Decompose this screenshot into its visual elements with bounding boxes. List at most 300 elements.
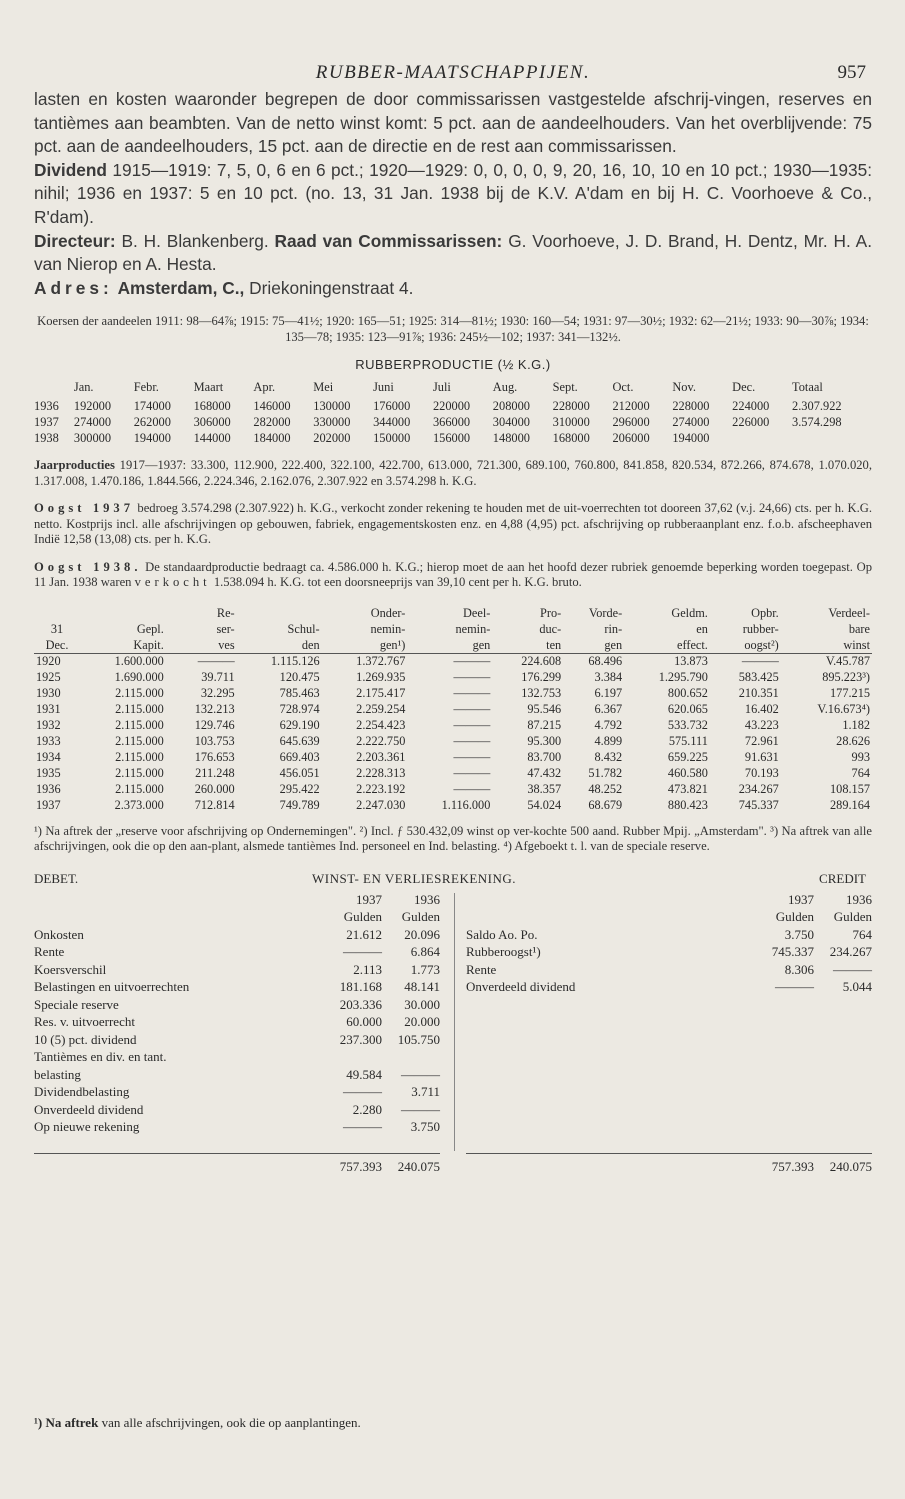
credit-blank [814,1013,872,1031]
financial-row [34,734,872,750]
debet-table [34,891,440,1176]
production-col-header: Maart [193,379,224,394]
financial-header-line: duc- [539,621,562,636]
debet-label: Speciale reserve [34,996,119,1012]
financial-cell: 1934 [36,750,61,765]
credit-blank [466,908,756,926]
credit-blank [814,1136,872,1154]
footnote2-label: ¹) Na aftrek [34,1415,99,1430]
production-cell: 148000 [492,430,530,445]
production-col-header: Febr. [133,379,159,394]
financial-cell: 749.789 [279,798,320,813]
adres-city: Amsterdam, C., [117,277,245,298]
debet-value-1936 [382,1048,440,1066]
financial-header-line: Deel- [463,605,491,620]
financial-cell: 1936 [36,782,61,797]
debet-blank [34,1154,324,1176]
financial-col-header [166,605,237,654]
financial-cell: 43.223 [744,718,779,733]
financial-cell: 177.215 [830,686,870,701]
production-row [34,398,872,414]
production-col-header: Juni [373,379,394,394]
production-cell: 150000 [373,430,411,445]
production-cell: 208000 [492,398,530,413]
directeur-text: B. H. Blankenberg. [121,230,269,251]
credit-blank [756,1048,814,1066]
debet-value-1937: 237.300 [339,1031,382,1047]
debet-value-1936: 6.864 [410,944,440,960]
debet-unit: Gulden [343,909,382,925]
financial-cell: 2.228.313 [356,766,406,781]
production-cell: 330000 [313,414,351,429]
production-heading: RUBBERPRODUCTIE (½ K.G.) [355,357,551,373]
financial-body [34,653,872,814]
credit-label: Rente [466,961,497,977]
production-cell: 168000 [193,398,231,413]
production-col-header: Dec. [732,379,756,394]
account-title: WINST- EN VERLIESREKENING. [312,870,517,886]
financial-cell: 120.475 [279,670,320,685]
production-cell: 220000 [432,398,471,413]
financial-cell: 132.753 [521,686,562,701]
credit-spacer-row [466,1066,872,1084]
financial-cell: 2.247.030 [356,798,406,813]
oogst-1938-text2: 1.538.094 h. K.G. tot een doorsneeprijs van 39,10 cent per h. K.G. bruto. [213,575,582,590]
financial-cell: 659.225 [667,750,708,765]
financial-row [34,782,872,798]
financial-col-header [710,605,781,654]
credit-year: 1937 [788,891,814,907]
debet-blank [382,1136,440,1154]
production-cell: 1936 [34,398,59,413]
credit-blank [756,1136,814,1154]
financial-cell: 669.403 [279,750,320,765]
financial-header-line: nemin- [370,621,406,636]
financial-cell: 211.248 [195,766,235,781]
financial-header-line: bare [848,621,870,636]
production-cell: 144000 [193,430,231,445]
credit-total-row [466,1154,872,1176]
credit-unit-row [466,908,872,926]
production-cell: 262000 [133,414,171,429]
adres-street: Driekoningenstraat 4. [249,277,414,298]
financial-table [34,605,872,814]
credit-blank [466,1031,756,1049]
debet-body [34,891,440,1176]
oogst-1937-label: Oogst 1937 [34,501,135,516]
debet-title: DEBET. [34,870,79,886]
production-cell: 274000 [73,414,112,429]
oogst-1937-text: bedroeg 3.574.298 (2.307.922) h. K.G., verkocht zonder rekening te houden met de uit-voerrechten tot dooreen 37,62 (v.j. 24,66) cts. per h. K.G. netto. Kostprijs incl. alle afschrijvingen op gebouwen, fabriek, engagementskosten enz. en 4,88 (4,95) pct. afschrijving op rubberaanplant enz. f.o.b. afscheephaven Indië 12,58 (13,08) cts. per h. K.G. [34,501,873,547]
financial-cell: 1935 [36,766,61,781]
financial-cell: V.16.673⁴) [817,702,870,717]
production-cell: 366000 [432,414,471,429]
financial-cell: 103.753 [194,734,235,749]
production-cell: 226000 [732,414,770,429]
financial-cell: 2.115.000 [115,734,164,749]
financial-cell: 28.626 [836,734,870,749]
debet-row [34,961,440,979]
credit-gap-row [466,1136,872,1154]
financial-cell: 91.631 [744,750,779,765]
financial-cell: 745.337 [738,798,779,813]
debet-value-1936: 20.096 [404,926,440,942]
production-col-header: Totaal [792,379,823,394]
financial-cell: 6.367 [594,702,623,717]
financial-header-line [82,605,164,621]
financial-cell: 1.115.126 [270,654,320,669]
credit-blank [814,1066,872,1084]
production-cell: 174000 [133,398,171,413]
debet-row [34,1048,440,1066]
financial-cell: 68.679 [588,798,623,813]
profit-loss-account [34,871,872,1181]
debet-blank [34,1136,324,1154]
production-cell: 224000 [732,398,770,413]
financial-cell: 2.259.254 [356,702,406,717]
debet-label: Res. v. uitvoerrecht [34,1014,135,1030]
production-cell: 274000 [672,414,710,429]
financial-cell: 456.051 [279,766,320,781]
financial-row [34,686,872,702]
financial-cell: 1.269.935 [356,670,406,685]
harvest-1938 [34,560,872,591]
debet-value-1937: 2.113 [353,961,382,977]
financial-cell: 13.873 [674,654,708,669]
production-cell: 176000 [373,398,411,413]
debet-value-1937: 181.168 [339,979,382,995]
debet-label: belasting [34,1066,81,1082]
oogst-1938-label: Oogst 1938. [34,559,142,574]
production-col-header: Sept. [552,379,578,394]
production-cell: 168000 [552,430,590,445]
financial-cell: 32.295 [200,686,235,701]
credit-blank [756,1118,814,1136]
debet-row [34,1013,440,1031]
debet-total-1936: 240.075 [382,1154,440,1176]
production-cell: 194000 [133,430,171,445]
financial-col-header [781,605,872,654]
production-col-header: Mei [313,379,334,394]
financial-cell: 895.223³) [822,670,870,685]
financial-cell: 260.000 [194,782,235,797]
debet-year-row [34,891,440,909]
jaarproducties-text: 1917—1937: 33.300, 112.900, 222.400, 322.100, 422.700, 613.000, 721.300, 689.100, 760.800, 841.858, 820.534, 872.266, 874.678, 1.070.020, 1.317.008, 1.470.186, 1.844.566, 2.224.346, 2.162.076, 2.307.922 en 3.574.298 h. K.G. [34,458,872,488]
production-col-header: Jan. [73,379,94,394]
production-cell: 2.307.922 [792,398,842,413]
production-row [34,430,872,446]
financial-cell: 1.690.000 [114,670,164,685]
financial-cell: 2.115.000 [115,702,164,717]
debet-row [34,1101,440,1119]
debet-row [34,978,440,996]
debet-gap-row [34,1136,440,1154]
financial-cell: ——— [741,654,779,669]
credit-row [466,978,872,996]
financial-header-line [239,605,320,621]
production-col-header: Juli [432,379,451,394]
credit-row [466,961,872,979]
financial-row [34,750,872,766]
production-cell: 310000 [552,414,590,429]
intro-paragraph: lasten en kosten waaronder begrepen de door commissarissen vastgestelde afschrij-vingen, reserves en tantièmes aan beambten. Van de netto winst komt: 5 pct. aan de aandeelhouders. Van het overblijvende: 75 pct. aan de aandeelhouders, 15 pct. aan de directie en de rest aan commissarissen. [34,89,872,157]
financial-cell: 210.351 [738,686,779,701]
financial-col-header [492,605,563,654]
production-cell: 1938 [34,430,59,445]
credit-value-1937: 745.337 [771,944,814,960]
financial-cell: 39.711 [201,670,235,685]
financial-cell: 38.357 [527,782,562,797]
debet-label: Onverdeeld dividend [34,1101,144,1117]
financial-cell: 629.190 [279,718,320,733]
financial-cell: 2.222.750 [356,734,406,749]
debet-label: Op nieuwe rekening [34,1119,140,1135]
dividend-paragraph [34,159,872,230]
financial-cell: 1931 [36,702,61,717]
credit-blank [466,1154,756,1176]
credit-blank [756,1066,814,1084]
credit-blank [466,1048,756,1066]
credit-blank [466,1118,756,1136]
financial-cell: 224.608 [521,654,562,669]
debet-value-1937: 60.000 [346,1014,382,1030]
production-header-row [34,376,872,398]
debet-year: 1936 [414,891,440,907]
account-footnote [34,1415,361,1431]
debet-value-1936: 105.750 [397,1031,440,1047]
financial-cell: 785.463 [279,686,320,701]
financial-header-line: Kapit. [133,637,164,652]
credit-side [466,891,872,1176]
production-cell: 344000 [373,414,411,429]
financial-cell: 6.197 [594,686,623,701]
credit-value-1936: 764 [852,926,872,942]
financial-cell: 2.223.192 [356,782,406,797]
share-prices: Koersen der aandeelen 1911: 98—64⅞; 1915: 75—41½; 1920: 165—51; 1925: 314—81½; 1930: 160—54; 1931: 97—30½; 1932: 62—21½; 1933: 90—30⅞; 1934: 135—78; 1935: 123—91⅞; 1936: 245½—102; 1937: 341—132½. [37,314,869,344]
credit-blank [756,1031,814,1049]
debet-value-1936: 1.773 [410,961,440,977]
financial-cell: 1932 [36,718,61,733]
financial-cell: 72.961 [744,734,779,749]
financial-header-line: ves [218,637,235,652]
credit-blank [756,996,814,1014]
financial-cell: 87.215 [527,718,562,733]
financial-cell: 2.115.000 [115,686,164,701]
credit-unit: Gulden [833,909,872,925]
credit-unit: Gulden [775,909,814,925]
credit-label: Onverdeeld dividend [466,979,576,995]
directeur-label: Directeur: [34,230,116,251]
financial-row [34,718,872,734]
credit-blank [814,1083,872,1101]
financial-col-header [624,605,710,654]
production-row [34,414,872,430]
debet-total-1937: 757.393 [324,1154,382,1176]
financial-header-line: Vorde- [588,605,623,620]
production-cell: 212000 [612,398,650,413]
credit-value-1937: 3.750 [784,926,814,942]
financial-col-header [563,605,624,654]
financial-cell: ——— [453,766,491,781]
production-col-header: Aug. [492,379,518,394]
financial-cell: ——— [453,670,491,685]
financial-cell: 1925 [36,670,61,685]
financial-cell: 3.384 [594,670,623,685]
financial-cell: 575.111 [668,734,708,749]
financial-cell: 993 [851,750,870,765]
financial-header-line: ser- [216,621,235,636]
financial-cell: 234.267 [738,782,779,797]
debet-value-1936: 20.000 [404,1014,440,1030]
financial-header-line: winst [843,637,870,652]
debet-total-row [34,1154,440,1176]
verkocht-word: verkocht [134,575,211,590]
credit-blank [756,1013,814,1031]
financial-header-line: den [301,637,320,652]
credit-label: Saldo Ao. Po. [466,926,538,942]
production-body [34,398,872,446]
financial-cell: ——— [453,734,491,749]
financial-cell: 1930 [36,686,61,701]
credit-year-row [466,891,872,909]
financial-cell: 51.782 [588,766,623,781]
financial-header-line: Opbr. [751,605,779,620]
financial-cell: 1.372.767 [356,654,406,669]
credit-blank [466,1101,756,1119]
dividend-text: 1915—1919: 7, 5, 0, 6 en 6 pct.; 1920—1929: 0, 0, 0, 0, 9, 20, 16, 10, 10 en 10 pct.; 1930—1935: nihil; 1936 en 1937: 5 en 10 pct. (no. 13, 31 Jan. 1938 bij de K.V. A'dam en bij H. C. Voorhoeve & Co., R'dam). [34,159,873,227]
production-cell: 228000 [672,398,710,413]
debet-label: Belastingen en uitvoerrechten [34,979,190,995]
production-col-header [34,376,74,398]
financial-header-line: Dec. [45,637,69,652]
credit-label: Rubberoogst¹) [466,944,541,960]
financial-cell: 95.300 [527,734,562,749]
financial-header-line: 31 [50,621,64,636]
credit-row [466,943,872,961]
debet-blank [324,1136,382,1154]
financial-cell: 132.213 [194,702,235,717]
production-cell: 306000 [193,414,231,429]
debet-unit: Gulden [401,909,440,925]
credit-spacer-row [466,1013,872,1031]
debet-row [34,996,440,1014]
credit-value-1937: ——— [775,979,814,995]
financial-header-line: Geldm. [671,605,708,620]
financial-cell: 1920 [36,654,61,669]
financial-row [34,766,872,782]
financial-cell: 1.295.790 [658,670,708,685]
financial-header-line: gen [472,637,491,652]
production-cell: 1937 [34,414,59,429]
page-header [34,58,872,88]
credit-year: 1936 [846,891,872,907]
production-cell: 192000 [73,398,112,413]
production-cell: 228000 [552,398,590,413]
credit-spacer-row [466,1118,872,1136]
credit-spacer-row [466,996,872,1014]
financial-header-line: nemin- [455,621,491,636]
running-title: RUBBER-MAATSCHAPPIJEN. [315,62,591,83]
production-cell: 146000 [253,398,291,413]
credit-table [466,891,872,1176]
financial-row [34,702,872,718]
debet-row [34,1118,440,1136]
financial-col-header [237,605,322,654]
financial-cell: 800.652 [667,686,708,701]
credit-blank [466,1136,756,1154]
credit-blank [814,1048,872,1066]
financial-header-line: oogst²) [744,637,779,652]
financial-cell: 48.252 [588,782,623,797]
credit-blank [466,891,756,909]
debet-label: Koersverschil [34,961,107,977]
debet-label: Onkosten [34,926,84,942]
production-cell [732,430,792,446]
financial-col-header [34,605,80,654]
financial-header-line: Pro- [540,605,562,620]
financial-cell: 1933 [36,734,61,749]
debet-value-1936: ——— [401,1066,440,1082]
financial-cell: 4.792 [594,718,623,733]
credit-blank [814,1118,872,1136]
dividend-label: Dividend [34,159,107,180]
financial-cell: 1937 [36,798,61,813]
financial-cell: 95.546 [527,702,562,717]
financial-header-line: Schul- [287,621,320,636]
debet-row [34,943,440,961]
production-cell: 202000 [313,430,351,445]
financial-header-line: ten [546,637,562,652]
debet-row [34,1031,440,1049]
footnote2-text: van alle afschrijvingen, ook die op aanplantingen. [101,1415,361,1430]
credit-value-1936: ——— [833,961,872,977]
production-cell: 130000 [313,398,351,413]
production-table [34,376,872,446]
financial-cell: 645.639 [279,734,320,749]
financial-cell: 1.116.000 [441,798,491,813]
financial-header-line: en [696,621,708,636]
financial-header-line: gen [604,637,623,652]
financial-cell: 2.203.361 [356,750,406,765]
production-cell: 206000 [612,430,650,445]
financial-header-line: Re- [216,605,235,620]
debet-label: Tantièmes en div. en tant. [34,1049,167,1065]
debet-value-1937: ——— [343,1119,382,1135]
financial-header-line: Onder- [370,605,406,620]
production-cell: 156000 [432,430,471,445]
production-cell: 282000 [253,414,291,429]
financial-cell: 880.423 [667,798,708,813]
production-col-header: Nov. [672,379,696,394]
financial-cell: 16.402 [744,702,779,717]
financial-cell: ——— [197,654,235,669]
credit-total-1937: 757.393 [756,1154,814,1176]
account-divider [454,893,455,1151]
debet-side [34,891,440,1176]
financial-cell: 176.653 [194,750,235,765]
oogst-1938-text: De standaardproductie bedraagt ca. 4.586.000 h. K.G.; hierop moet de aan het hoofd dezer rubriek genoemde beperking worden toegepast. Op 11 Jan. 1938 waren [34,559,873,590]
debet-label: Dividendbelasting [34,1084,130,1100]
financial-cell: 2.373.000 [114,798,164,813]
financial-cell: 712.814 [194,798,235,813]
financial-cell: 129.746 [194,718,235,733]
debet-value-1937: 49.584 [346,1066,382,1082]
debet-value-1937: ——— [343,944,382,960]
financial-cell: 728.974 [279,702,320,717]
production-cell: 304000 [492,414,530,429]
financial-cell: 583.425 [738,670,779,685]
financial-cell: 176.299 [521,670,562,685]
